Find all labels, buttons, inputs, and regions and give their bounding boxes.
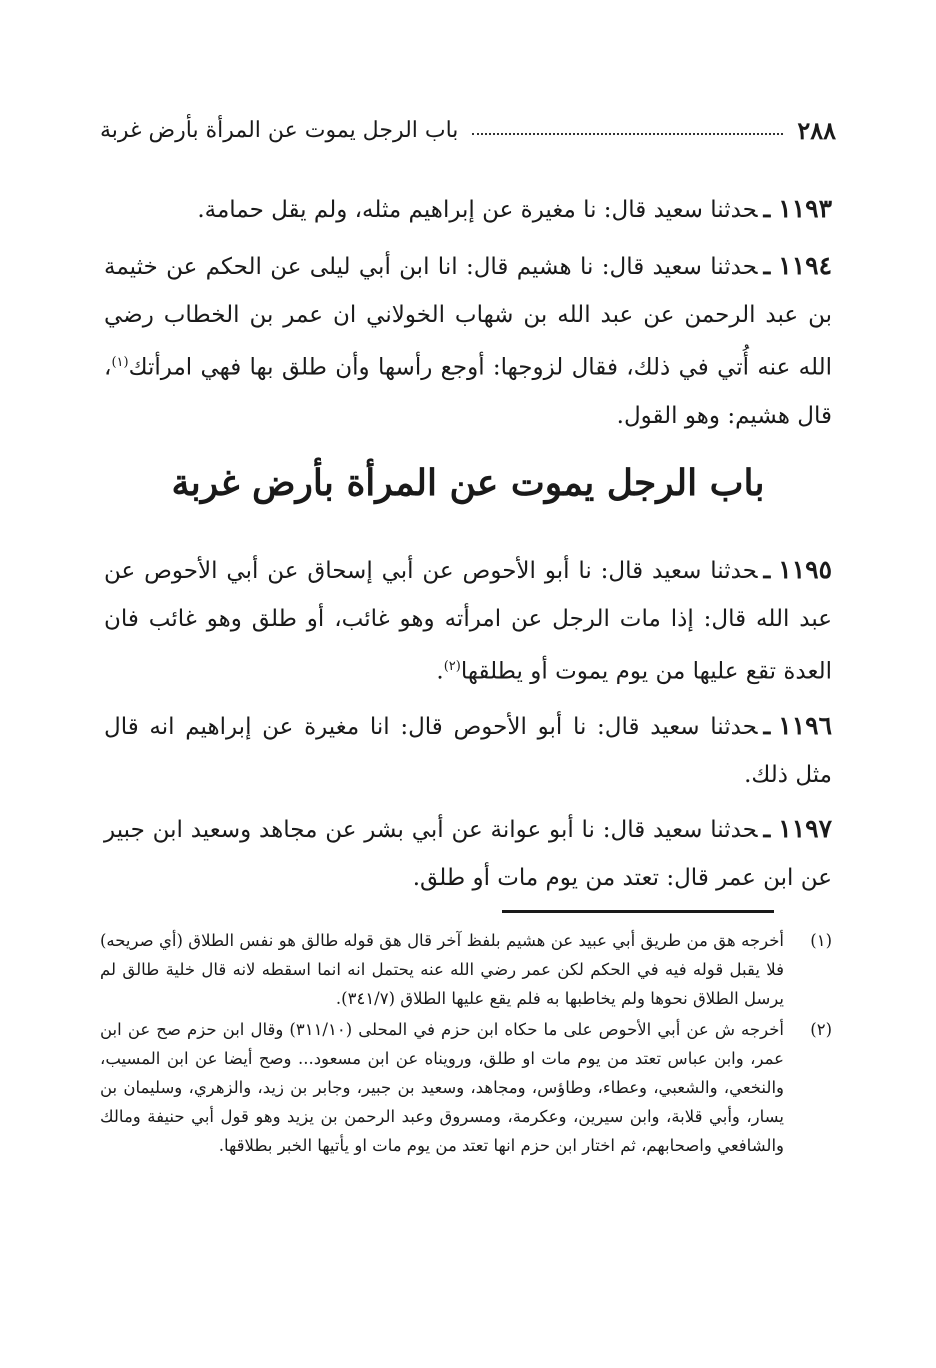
hadith-1194	[104, 242, 832, 440]
hadith-text: حدثنا سعيد قال: نا مغيرة عن إبراهيم مثله، ولم يقل حمامة.	[197, 197, 758, 223]
hadith-number: ١١٩٣	[778, 194, 832, 223]
hadith-dash: ـ	[763, 815, 771, 843]
hadith-dash: ـ	[763, 253, 771, 280]
footnote-text: أخرجه ش عن أبي الأحوص على ما حكاه ابن حزم في المحلى (٣١١/١٠) وقال ابن حزم صح عن ابن عمر، وابن عباس تعتد من يوم مات او طلق، ورويناه عن ابن مسعود... وصح أيضا عن ابن المسيب، والنخعي، والشعبي، وعطاء، وطاؤس، ومجاهد، وسعيد بن جبير، وجابر بن زيد، والزهري، وسليمان بن يسار، وأبي قلابة، وابن سيرين، وعكرمة، ومسروق وعبد الرحمن بن يزيد وهو قول أبي حنيفة ومالك والشافعي واصحابهم، ثم اختار ابن حزم انها تعتد من يوم مات او يأتيها الخبر بطلاقها.	[100, 1020, 784, 1155]
hadith-number: ١١٩٧	[778, 813, 832, 843]
hadith-text: حدثنا سعيد قال: نا أبو الأحوص عن أبي إسحاق عن أبي الأحوص عن عبد الله قال: إذا مات الرجل عن امرأته وهو غائب، أو طلق وهو غائب فان العدة تقع عليها من يوم يموت أو يطلقها	[104, 558, 832, 685]
running-title: باب الرجل يموت عن المرأة بأرض غربة	[100, 117, 459, 143]
hadith-1193	[104, 185, 832, 234]
page-number: ٢٨٨	[797, 115, 836, 145]
hadith-number: ١١٩٦	[778, 710, 832, 740]
hadith-dash: ـ	[763, 557, 771, 584]
footnote-ref: (٢)	[443, 659, 461, 674]
hadith-text-after: ، قال هشيم: وهو القول.	[104, 354, 832, 429]
hadith-number: ١١٩٤	[778, 251, 832, 280]
hadith-text: حدثنا سعيد قال: نا هشيم قال: انا ابن أبي ليلى عن الحكم عن خثيمة بن عبد الرحمن عن عبد الله بن شهاب الخولاني ان عمر بن الخطاب رضي الله عنه أُتي في ذلك، فقال لزوجها: أوجع رأسها وأن طلق بها فهي امرأتك	[104, 254, 832, 381]
footnote-ref: (١)	[111, 355, 129, 370]
footnotes	[100, 926, 832, 1162]
hadith-block-top	[104, 185, 832, 440]
hadith-dash: ـ	[763, 712, 771, 740]
hadith-text: حدثنا سعيد قال: نا أبو عوانة عن أبي بشر عن مجاهد وسعيد ابن جبير عن ابن عمر قال: تعتد من يوم مات أو طلق.	[104, 816, 832, 891]
footnote-1	[100, 926, 832, 1013]
hadith-1195	[104, 546, 832, 696]
footnote-mark: (٢)	[810, 1020, 832, 1039]
chapter-title: باب الرجل يموت عن المرأة بأرض غربة	[171, 462, 765, 504]
hadith-text-after: .	[436, 658, 444, 685]
header-dotted-leader	[472, 133, 783, 135]
footnote-separator	[502, 910, 774, 913]
hadith-dash: ـ	[763, 196, 771, 223]
hadith-text: حدثنا سعيد قال: نا أبو الأحوص قال: انا مغيرة عن إبراهيم انه قال مثل ذلك.	[104, 713, 832, 788]
hadith-block-bottom	[104, 546, 832, 902]
hadith-1197	[104, 805, 832, 902]
hadith-1196	[104, 702, 832, 799]
hadith-number: ١١٩٥	[778, 555, 832, 584]
footnote-mark: (١)	[810, 931, 832, 950]
page-header	[100, 112, 836, 148]
footnote-2	[100, 1015, 832, 1160]
footnote-text: أخرجه هق من طريق أبي عبيد عن هشيم بلفظ آخر قال هق قوله طالق هو نفس الطلاق (أي صريحه) فلا يقبل قوله فيه في الحكم لكن عمر رضي الله عنه يحتمل انه انما اسقطه لانه قال خلية طالق لم يرسل الطلاق نحوها ولم يخاطبها به فلم يقع عليها الطلاق (٣٤١/٧).	[100, 931, 784, 1008]
